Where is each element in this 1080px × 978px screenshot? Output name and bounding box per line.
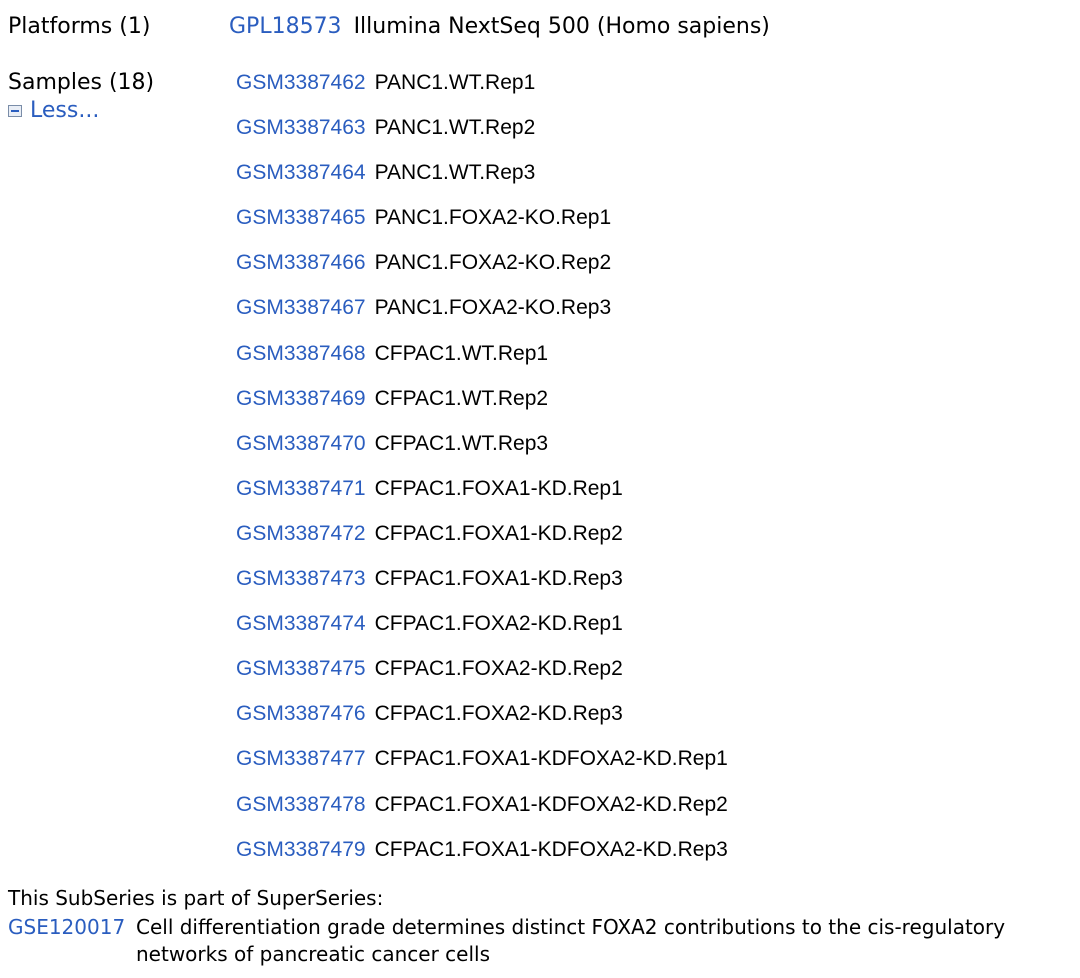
samples-label: Samples (18) [8, 70, 155, 95]
less-toggle[interactable] [8, 96, 99, 126]
superseries-accession-link[interactable]: GSE120017 [8, 915, 126, 939]
sample-title: CFPAC1.WT.Rep3 [374, 431, 549, 455]
platform-accession-link[interactable]: GPL18573 [229, 14, 342, 39]
sample-title: CFPAC1.FOXA2-KD.Rep3 [374, 702, 623, 726]
sample-row [236, 158, 728, 203]
less-toggle-label: Less... [30, 98, 100, 123]
sample-accession-link[interactable]: GSM3387473 [236, 567, 366, 591]
sample-row [236, 384, 728, 429]
sample-title: CFPAC1.FOXA1-KD.Rep3 [374, 567, 623, 591]
sample-accession-link[interactable]: GSM3387468 [236, 341, 366, 365]
platforms-label: Platforms (1) [8, 14, 151, 39]
sample-accession-link[interactable]: GSM3387474 [236, 612, 366, 636]
samples-list [236, 68, 728, 880]
sample-title: PANC1.WT.Rep1 [374, 71, 536, 94]
sample-row [236, 113, 728, 158]
sample-row [236, 654, 728, 699]
sample-title: CFPAC1.FOXA1-KD.Rep1 [374, 476, 623, 500]
sample-title: CFPAC1.FOXA1-KDFOXA2-KD.Rep2 [374, 792, 728, 816]
sample-title: CFPAC1.FOXA2-KD.Rep2 [374, 657, 623, 681]
superseries-heading: This SubSeries is part of SuperSeries: [8, 886, 384, 910]
sample-accession-link[interactable]: GSM3387470 [236, 431, 366, 455]
sample-accession-link[interactable]: GSM3387477 [236, 747, 366, 771]
sample-accession-link[interactable]: GSM3387465 [236, 206, 366, 230]
sample-row [236, 293, 728, 338]
sample-title: PANC1.FOXA2-KO.Rep2 [374, 251, 612, 275]
platforms-list [229, 12, 770, 42]
superseries-row [8, 914, 1072, 968]
sample-row [236, 429, 728, 474]
sample-accession-link[interactable]: GSM3387467 [236, 296, 366, 320]
collapse-icon [8, 105, 22, 117]
sample-row [236, 203, 728, 248]
sample-accession-link[interactable]: GSM3387471 [236, 476, 366, 500]
sample-row [236, 474, 728, 519]
sample-accession-link[interactable]: GSM3387475 [236, 657, 366, 681]
sample-accession-link[interactable]: GSM3387466 [236, 251, 366, 275]
sample-row [236, 609, 728, 654]
sample-row [236, 835, 728, 880]
sample-accession-link[interactable]: GSM3387463 [236, 116, 366, 140]
sample-title: CFPAC1.FOXA1-KDFOXA2-KD.Rep3 [374, 837, 728, 861]
sample-title: PANC1.FOXA2-KO.Rep3 [374, 296, 612, 320]
superseries-title: Cell differentiation grade determines distinct FOXA2 contributions to the cis-regulatory networks of pancreatic cancer cells [136, 915, 1006, 966]
sample-title: CFPAC1.FOXA1-KDFOXA2-KD.Rep1 [374, 747, 728, 771]
sample-accession-link[interactable]: GSM3387469 [236, 386, 366, 410]
sample-row [236, 790, 728, 835]
sample-accession-link[interactable]: GSM3387476 [236, 702, 366, 726]
sample-row [236, 564, 728, 609]
sample-title: CFPAC1.FOXA2-KD.Rep1 [374, 612, 623, 636]
sample-title: CFPAC1.WT.Rep1 [374, 341, 549, 365]
sample-row [236, 339, 728, 384]
sample-title: CFPAC1.FOXA1-KD.Rep2 [374, 521, 623, 545]
sample-accession-link[interactable]: GSM3387464 [236, 161, 366, 185]
sample-title: PANC1.FOXA2-KO.Rep1 [374, 206, 612, 230]
sample-accession-link[interactable]: GSM3387472 [236, 521, 366, 545]
sample-row [236, 699, 728, 744]
sample-accession-link[interactable]: GSM3387462 [236, 71, 366, 94]
sample-title: CFPAC1.WT.Rep2 [374, 386, 549, 410]
sample-row [236, 248, 728, 293]
sample-title: PANC1.WT.Rep3 [374, 161, 536, 185]
sample-row [236, 744, 728, 789]
sample-title: PANC1.WT.Rep2 [374, 116, 536, 140]
sample-accession-link[interactable]: GSM3387478 [236, 792, 366, 816]
sample-row [236, 519, 728, 564]
platform-title: Illumina NextSeq 500 (Homo sapiens) [353, 14, 770, 39]
sample-row [236, 68, 728, 113]
sample-accession-link[interactable]: GSM3387479 [236, 837, 366, 861]
